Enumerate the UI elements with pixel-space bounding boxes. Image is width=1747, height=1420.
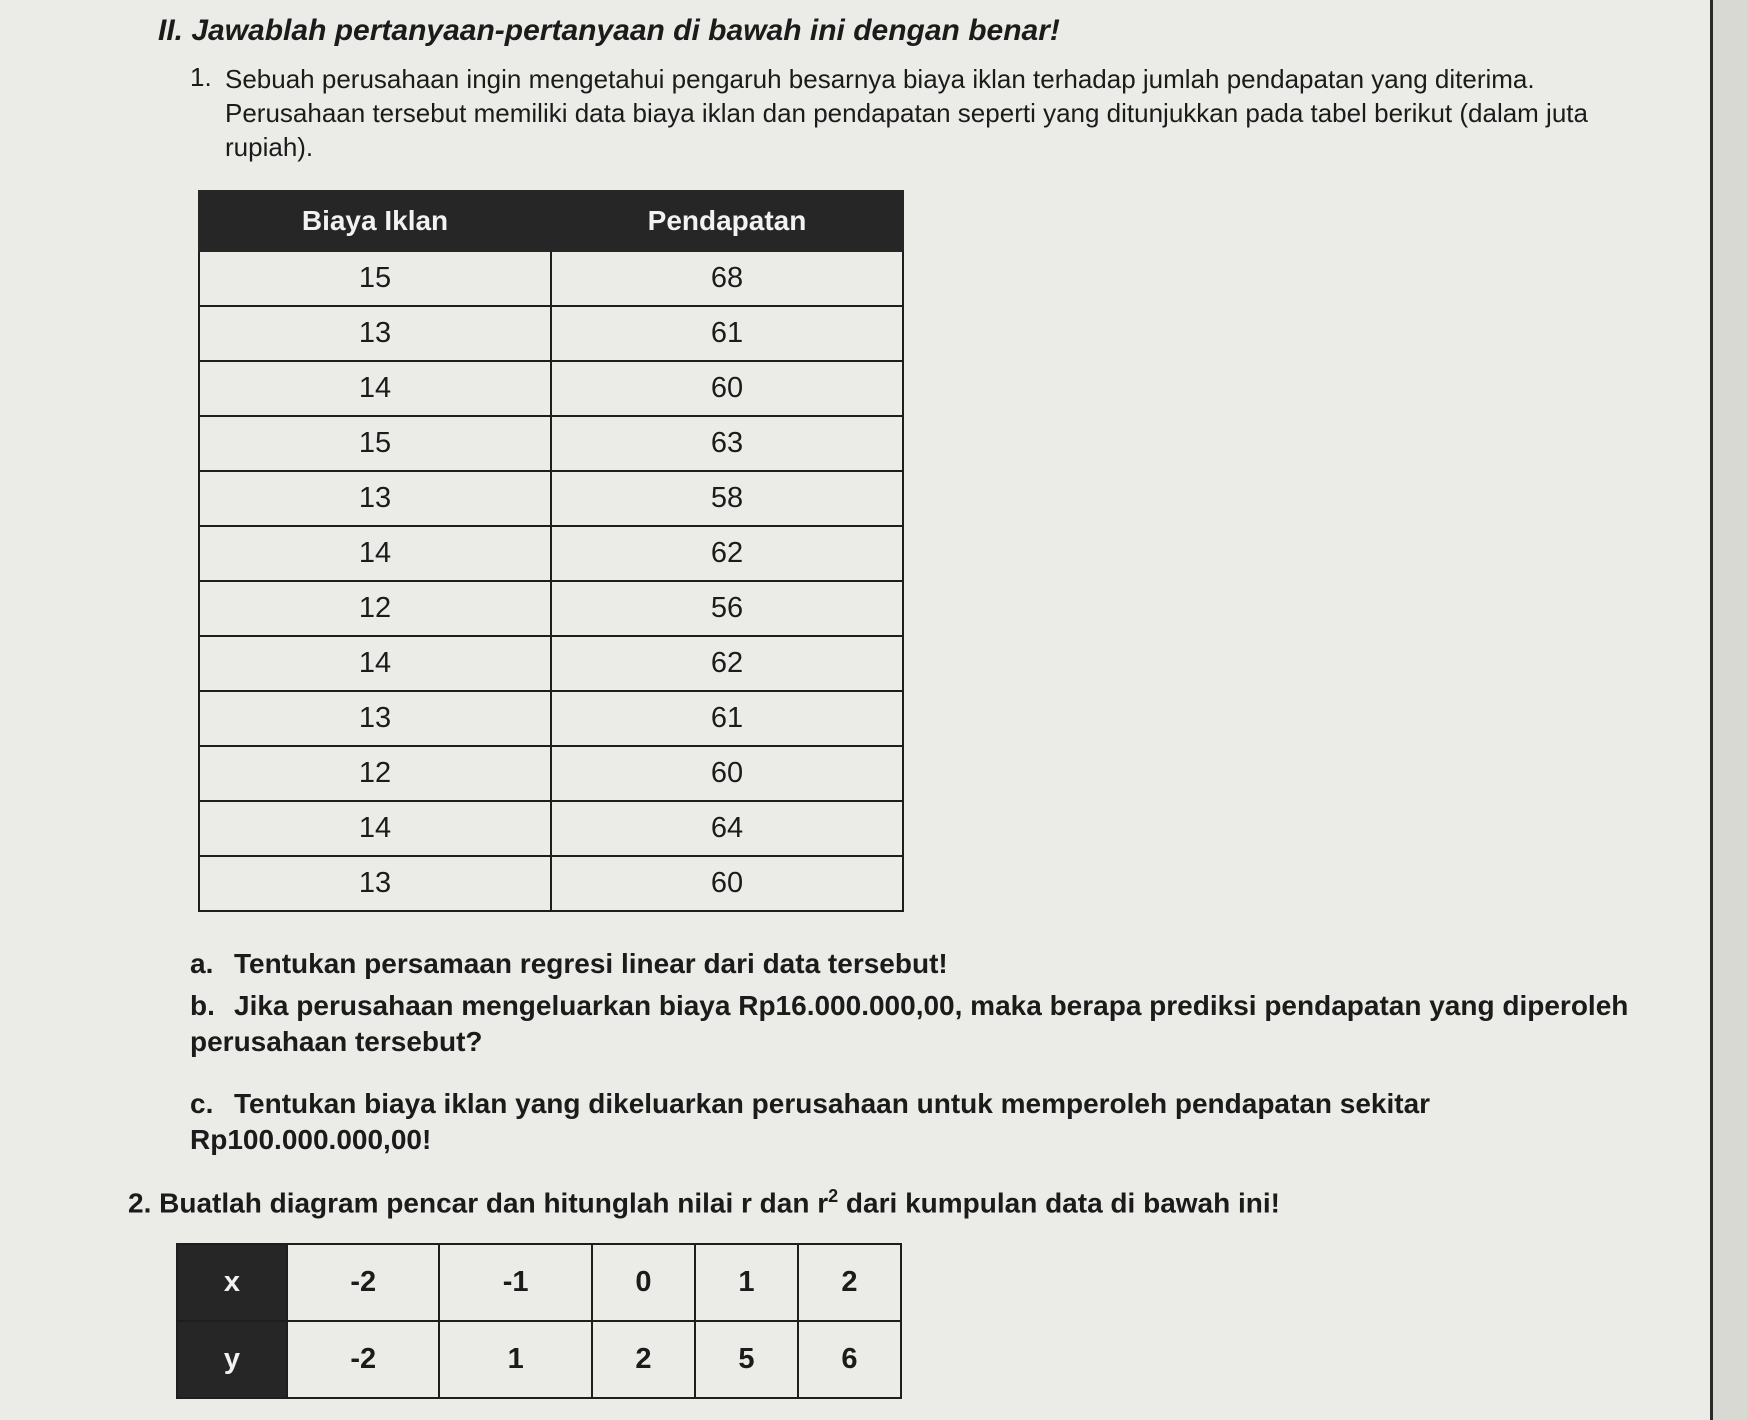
biaya-iklan-cell: 15 <box>199 251 551 306</box>
y-value: 2 <box>592 1321 695 1398</box>
biaya-iklan-cell: 14 <box>199 361 551 416</box>
table-row <box>199 636 903 691</box>
question-2-superscript: 2 <box>828 1186 839 1206</box>
y-value: 5 <box>695 1321 798 1398</box>
biaya-iklan-cell: 15 <box>199 416 551 471</box>
x-value: 1 <box>695 1244 798 1321</box>
subquestion-label: b. <box>190 990 215 1021</box>
table-row <box>199 581 903 636</box>
subquestion-label: a. <box>190 948 214 979</box>
biaya-iklan-cell: 13 <box>199 306 551 361</box>
table-header-row <box>199 191 903 251</box>
pendapatan-cell: 56 <box>551 581 903 636</box>
pendapatan-cell: 58 <box>551 471 903 526</box>
y-row <box>177 1321 901 1398</box>
subquestion-a <box>190 946 1670 982</box>
xy-data-table <box>176 1243 902 1399</box>
pendapatan-cell: 62 <box>551 636 903 691</box>
table-body <box>199 251 903 911</box>
pendapatan-cell: 60 <box>551 746 903 801</box>
table-row <box>199 416 903 471</box>
y-value: 6 <box>798 1321 901 1398</box>
subquestion-text: Tentukan persamaan regresi linear dari data tersebut! <box>234 948 948 979</box>
biaya-iklan-cell: 13 <box>199 856 551 911</box>
pendapatan-cell: 64 <box>551 801 903 856</box>
table-row <box>199 856 903 911</box>
biaya-iklan-cell: 12 <box>199 746 551 801</box>
subquestion-text: Tentukan biaya iklan yang dikeluarkan perusahaan untuk memperoleh pendapatan sekitar Rp100.000.000,00! <box>190 1088 1431 1155</box>
table-row <box>199 801 903 856</box>
question-2-text-end: dari kumpulan data di bawah ini! <box>838 1187 1280 1219</box>
x-value: -1 <box>439 1244 591 1321</box>
biaya-iklan-cell: 13 <box>199 471 551 526</box>
section-heading: II. Jawablah pertanyaan-pertanyaan di bawah ini dengan benar! <box>158 14 1060 47</box>
x-value: 2 <box>798 1244 901 1321</box>
x-label: x <box>177 1244 287 1321</box>
question-2-number: 2. <box>128 1187 152 1219</box>
table-row <box>199 361 903 416</box>
biaya-iklan-cell: 14 <box>199 801 551 856</box>
column-header-biaya-iklan: Biaya Iklan <box>199 191 551 251</box>
pendapatan-cell: 61 <box>551 691 903 746</box>
x-row <box>177 1244 901 1321</box>
x-value: -2 <box>287 1244 439 1321</box>
y-value: -2 <box>287 1321 439 1398</box>
biaya-iklan-cell: 13 <box>199 691 551 746</box>
x-value: 0 <box>592 1244 695 1321</box>
subquestion-text: Jika perusahaan mengeluarkan biaya Rp16.000.000,00, maka berapa prediksi pendapatan yang diperoleh perusahaan tersebut? <box>190 990 1629 1057</box>
table-row <box>199 306 903 361</box>
subquestion-b <box>190 988 1660 1060</box>
pendapatan-cell: 62 <box>551 526 903 581</box>
y-label: y <box>177 1321 287 1398</box>
table-row <box>199 746 903 801</box>
table-row <box>199 691 903 746</box>
table-row <box>199 471 903 526</box>
question-2-text: Buatlah diagram pencar dan hitunglah nilai r dan r <box>159 1187 829 1219</box>
table-row <box>199 251 903 306</box>
table-row <box>199 526 903 581</box>
column-header-pendapatan: Pendapatan <box>551 191 903 251</box>
y-value: 1 <box>439 1321 591 1398</box>
biaya-iklan-cell: 14 <box>199 526 551 581</box>
question-1-text: Sebuah perusahaan ingin mengetahui pengaruh besarnya biaya iklan terhadap jumlah pendapatan yang diterima. Perusahaan tersebut memiliki data biaya iklan dan pendapatan seperti yang ditunjukkan pada tabel berikut (dalam juta rupiah). <box>225 64 1588 162</box>
question-2 <box>128 1186 1280 1219</box>
question-1-number: 1. <box>190 62 212 92</box>
advertising-revenue-table <box>198 190 904 912</box>
pendapatan-cell: 63 <box>551 416 903 471</box>
pendapatan-cell: 60 <box>551 856 903 911</box>
pendapatan-cell: 61 <box>551 306 903 361</box>
pendapatan-cell: 68 <box>551 251 903 306</box>
pendapatan-cell: 60 <box>551 361 903 416</box>
subquestion-c <box>190 1086 1670 1158</box>
biaya-iklan-cell: 14 <box>199 636 551 691</box>
subquestion-label: c. <box>190 1088 214 1119</box>
biaya-iklan-cell: 12 <box>199 581 551 636</box>
